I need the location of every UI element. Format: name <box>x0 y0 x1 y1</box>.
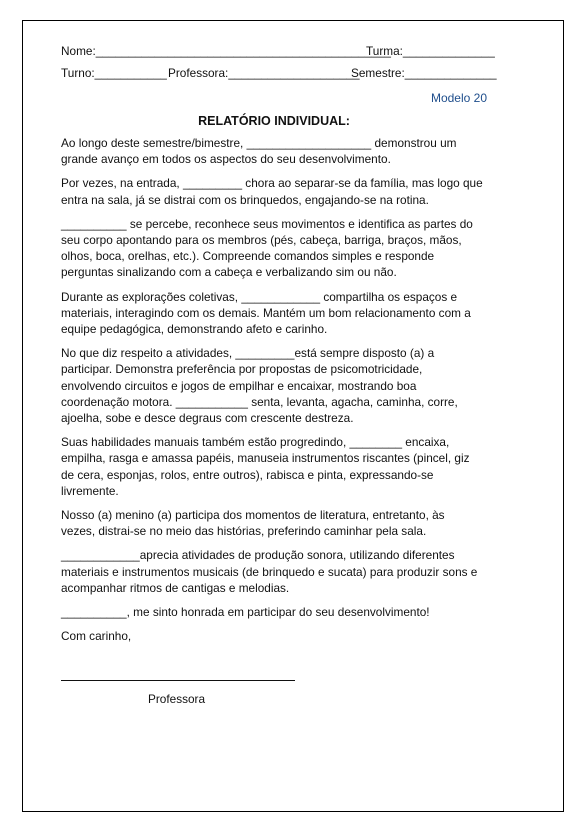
paragraph-line: __________, me sinto honrada em participar do seu desenvolvimento! <box>61 605 430 620</box>
signature-line <box>61 680 295 681</box>
report-paragraph <box>61 604 487 620</box>
teacher-field[interactable]: Professora:____________________ <box>168 66 360 80</box>
paragraph-line: Com carinho, <box>61 629 132 644</box>
paragraph-line: olhos, boca, orelhas, etc.). Compreende comandos simples e responde <box>61 249 435 264</box>
paragraph-line: vezes, distrai-se no meio das histórias, preferindo caminhar pela sala. <box>61 524 427 539</box>
report-paragraph <box>61 628 487 644</box>
header-row-1 <box>61 43 495 65</box>
report-title: RELATÓRIO INDIVIDUAL: <box>198 114 350 128</box>
paragraph-line: participar. Demonstra preferência por propostas de psicomotricidade, <box>61 362 423 377</box>
header-row-2 <box>61 65 497 87</box>
semester-field[interactable]: Semestre:______________ <box>351 66 497 80</box>
paragraph-line: coordenação motora. ___________ senta, levanta, agacha, caminha, corre, <box>61 394 458 409</box>
class-field[interactable]: Turma:______________ <box>366 44 495 58</box>
report-content <box>61 43 497 652</box>
report-paragraph <box>61 289 487 338</box>
paragraph-line: ajoelha, sobe e desce degraus com crescente destreza. <box>61 411 354 426</box>
paragraph-line: Durante as explorações coletivas, ____________ compartilha os espaços e <box>61 289 458 304</box>
paragraph-line: __________ se percebe, reconhece seus movimentos e identifica as partes do <box>61 216 473 231</box>
report-paragraph <box>61 175 487 207</box>
paragraph-line: Por vezes, na entrada, _________ chora ao separar-se da família, mas logo que <box>61 176 483 191</box>
paragraph-line: envolvendo circuitos e jogos de empilhar e encaixar, mostrando boa <box>61 378 417 393</box>
paragraph-line: No que diz respeito a atividades, _________está sempre disposto (a) a <box>61 346 435 361</box>
signature-label: Professora <box>148 692 206 706</box>
paragraph-line: seu corpo apontando para os membros (pés, cabeça, barriga, braços, mãos, <box>61 233 462 248</box>
report-body <box>61 135 487 644</box>
paragraph-line: de cera, esponjas, rolos, entre outros), rabisca e pinta, expressando-se <box>61 467 434 482</box>
paragraph-line: grande avanço em todos os aspectos do seu desenvolvimento. <box>61 152 391 167</box>
paragraph-line: Ao longo deste semestre/bimestre, ___________________ demonstrou um <box>61 136 457 150</box>
paragraph-line: perguntas sinalizando com a cabeça e verbalizando sim ou não. <box>61 265 397 280</box>
report-paragraph <box>61 216 487 281</box>
paragraph-line: materiais e instrumentos musicais (de brinquedo e sucata) para produzir sons e <box>61 564 478 579</box>
paragraph-line: ____________aprecia atividades de produção sonora, utilizando diferentes <box>61 548 455 563</box>
paragraph-line: materiais, interagindo com os demais. Mantém um bom relacionamento com a <box>61 305 471 320</box>
report-paragraph <box>61 345 487 426</box>
paragraph-line: empilha, rasga e amassa papéis, manuseia instrumentos riscantes (pincel, giz <box>61 451 470 466</box>
model-label: Modelo 20 <box>430 91 487 105</box>
paragraph-line: entra na sala, já se distrai com os brinquedos, engajando-se na rotina. <box>61 192 429 207</box>
name-field[interactable]: Nome:_____________________________________________ <box>61 44 391 58</box>
paragraph-line: livremente. <box>61 483 119 498</box>
report-paragraph <box>61 135 487 167</box>
paragraph-line: equipe pedagógica, demonstrando afeto e carinho. <box>61 322 328 337</box>
paragraph-line: acompanhar ritmos de cantigas e melodias. <box>61 580 290 595</box>
shift-field[interactable]: Turno:___________ <box>61 66 167 80</box>
paragraph-line: Nosso (a) menino (a) participa dos momentos de literatura, entretanto, às <box>61 508 445 523</box>
report-paragraph <box>61 507 487 539</box>
report-paragraph <box>61 547 487 596</box>
report-paragraph <box>61 434 487 499</box>
paragraph-line: Suas habilidades manuais também estão progredindo, ________ encaixa, <box>61 435 450 450</box>
